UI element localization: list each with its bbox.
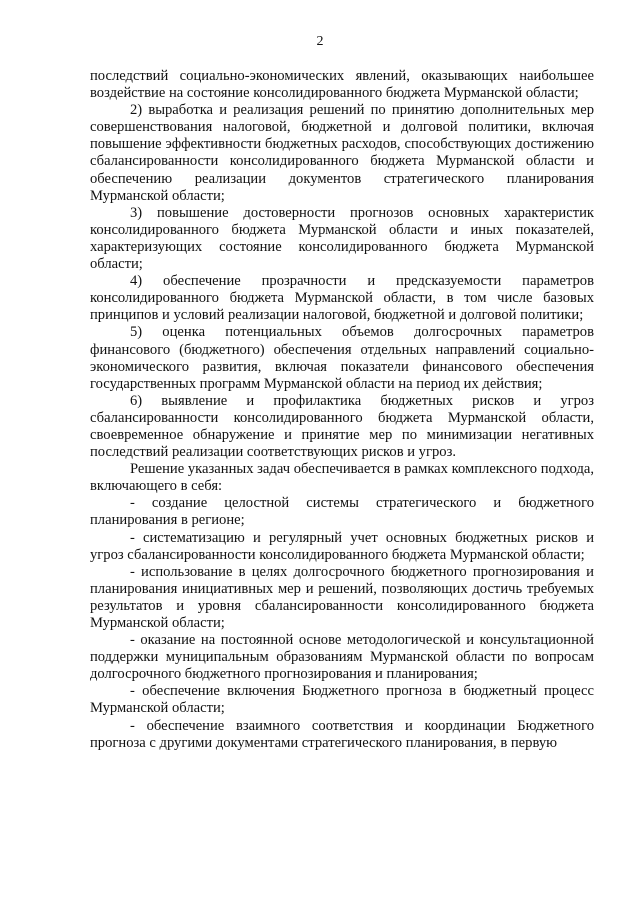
- paragraph-5: 5) оценка потенциальных объемов долгосрочных параметров финансового (бюджетного) обеспечения отдельных направлений социально-экономического развития, включая показатели финансового обеспечения государственных программ Мурманской области на период их действия;: [90, 324, 594, 392]
- paragraph-11: - оказание на постоянной основе методологической и консультационной поддержки муниципальным образованиям Мурманской области по вопросам долгосрочного бюджетного прогнозирования и планирования;: [90, 632, 594, 683]
- document-body: [90, 68, 594, 752]
- paragraph-7: Решение указанных задач обеспечивается в рамках комплексного подхода, включающего в себя:: [90, 461, 594, 495]
- paragraph-13: - обеспечение взаимного соответствия и координации Бюджетного прогноза с другими документами стратегического планирования, в первую: [90, 717, 594, 751]
- paragraph-8: - создание целостной системы стратегического и бюджетного планирования в регионе;: [90, 495, 594, 529]
- paragraph-10: - использование в целях долгосрочного бюджетного прогнозирования и планирования инициативных мер и решений, позволяющих достичь требуемых результатов и уровня сбалансированности консолидированного бюджета Мурманской области;: [90, 563, 594, 631]
- paragraph-1: последствий социально-экономических явлений, оказывающих наибольшее воздействие на состояние консолидированного бюджета Мурманской области;: [90, 68, 594, 102]
- paragraph-9: - систематизацию и регулярный учет основных бюджетных рисков и угроз сбалансированности консолидированного бюджета Мурманской области;: [90, 529, 594, 563]
- paragraph-3: 3) повышение достоверности прогнозов основных характеристик консолидированного бюджета Мурманской области и иных показателей, характеризующих состояние консолидированного бюджета Мурманской области;: [90, 204, 594, 273]
- paragraph-2: 2) выработка и реализация решений по принятию дополнительных мер совершенствования налоговой, бюджетной и долговой политики, включая повышение эффективности бюджетных расходов, способствующих достижению сбалансированности консолидированного бюджета Мурманской области и обеспечению реализации документов стратегического планирования Мурманской области;: [90, 102, 594, 204]
- paragraph-4: 4) обеспечение прозрачности и предсказуемости параметров консолидированного бюджета Мурманской области, в том числе базовых принципов и условий реализации налоговой, бюджетной и долговой политики;: [90, 273, 594, 324]
- paragraph-12: - обеспечение включения Бюджетного прогноза в бюджетный процесс Мурманской области;: [90, 683, 594, 717]
- paragraph-6: 6) выявление и профилактика бюджетных рисков и угроз сбалансированности консолидированного бюджета Мурманской области, своевременное обнаружение и принятие мер по минимизации негативных последствий реализации соответствующих рисков и угроз.: [90, 392, 594, 461]
- page-number: 2: [316, 34, 324, 49]
